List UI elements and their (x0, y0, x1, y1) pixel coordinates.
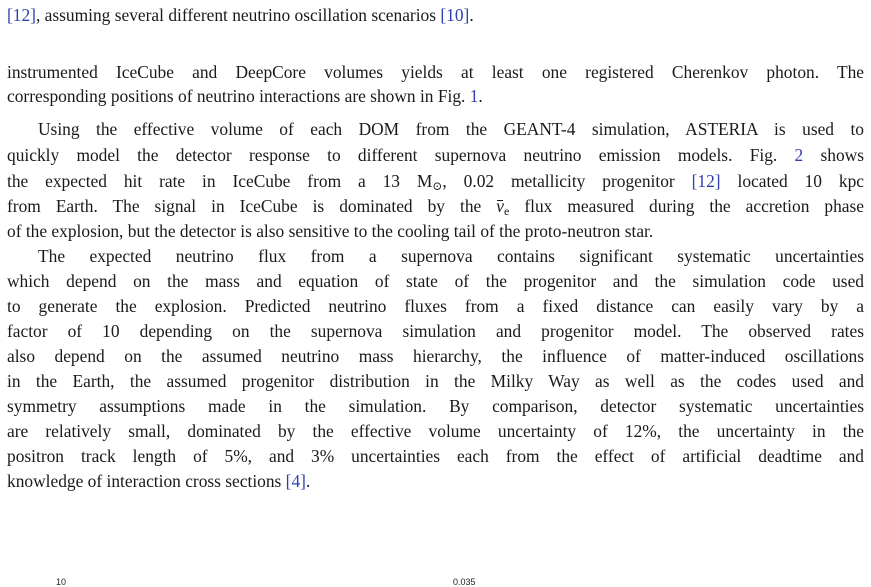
para2-line (7, 198, 864, 217)
caption-text: . (469, 5, 474, 25)
figure-tick-label: 0.035 (453, 577, 476, 587)
body-text: located 10 kpc (720, 171, 864, 191)
para3-line: which depend on the mass and equation of state of the progenitor and the simulation code used (7, 271, 864, 291)
para3-line (7, 473, 310, 490)
body-text: from Earth. The signal in IceCube is dominated by the (7, 196, 497, 216)
para3-line: to generate the explosion. Predicted neutrino fluxes from a fixed distance can easily vary by a (7, 296, 864, 316)
para2-line (7, 173, 864, 192)
solar-mass-subscript: ⊙ (432, 179, 443, 193)
figure-ref-link[interactable]: 2 (794, 145, 804, 165)
para2-line: of the explosion, but the detector is also sensitive to the cooling tail of the proto-neutron star. (7, 221, 654, 241)
citation-link[interactable]: [12] (7, 5, 36, 25)
para2-line (7, 147, 864, 164)
para3-line: factor of 10 depending on the supernova simulation and progenitor model. The observed rates (7, 321, 864, 341)
para3-line: The expected neutrino flux from a supernova contains significant systematic uncertainties (38, 246, 864, 266)
body-text: . (478, 86, 483, 106)
electron-subscript: e (504, 204, 510, 218)
para1-line: instrumented IceCube and DeepCore volumes yields at least one registered Cherenkov photon. The (7, 62, 864, 82)
para3-line: positron track length of 5%, and 3% uncertainties each from the effect of artificial deadtime and (7, 446, 864, 466)
citation-link[interactable]: [4] (285, 471, 306, 491)
para2-line: Using the effective volume of each DOM from the GEANT-4 simulation, ASTERIA is used to (38, 119, 864, 139)
body-text: the expected hit rate in IceCube from a 13 M (7, 171, 433, 191)
para3-line: in the Earth, the assumed progenitor distribution in the Milky Way as well as the codes used and (7, 371, 864, 391)
body-text: , 0.02 metallicity progenitor (442, 171, 692, 191)
para3-line: are relatively small, dominated by the effective volume uncertainty of 12%, the uncertainty in the (7, 421, 864, 441)
para1-line (7, 88, 483, 105)
body-text: corresponding positions of neutrino interactions are shown in Fig. (7, 86, 470, 106)
figure-ref-link[interactable]: 1 (469, 86, 479, 106)
body-text: . (305, 471, 311, 491)
body-text: quickly model the detector response to different supernova neutrino emission models. Fig. (7, 145, 795, 165)
para3-line: symmetry assumptions made in the simulation. By comparison, detector systematic uncertainties (7, 396, 864, 416)
body-text: shows (803, 145, 864, 165)
figure-tick-label: 10 (56, 577, 67, 587)
antineutrino-symbol: ν (496, 196, 504, 216)
body-text: flux measured during the accretion phase (509, 196, 864, 216)
citation-link[interactable]: [12] (691, 171, 721, 191)
caption-tail (7, 7, 474, 24)
citation-link[interactable]: [10] (440, 5, 470, 25)
body-text: knowledge of interaction cross sections (7, 471, 286, 491)
para3-line: also depend on the assumed neutrino mass hierarchy, the influence of matter-induced oscillations (7, 346, 864, 366)
caption-text: , assuming several different neutrino oscillation scenarios (35, 5, 441, 25)
